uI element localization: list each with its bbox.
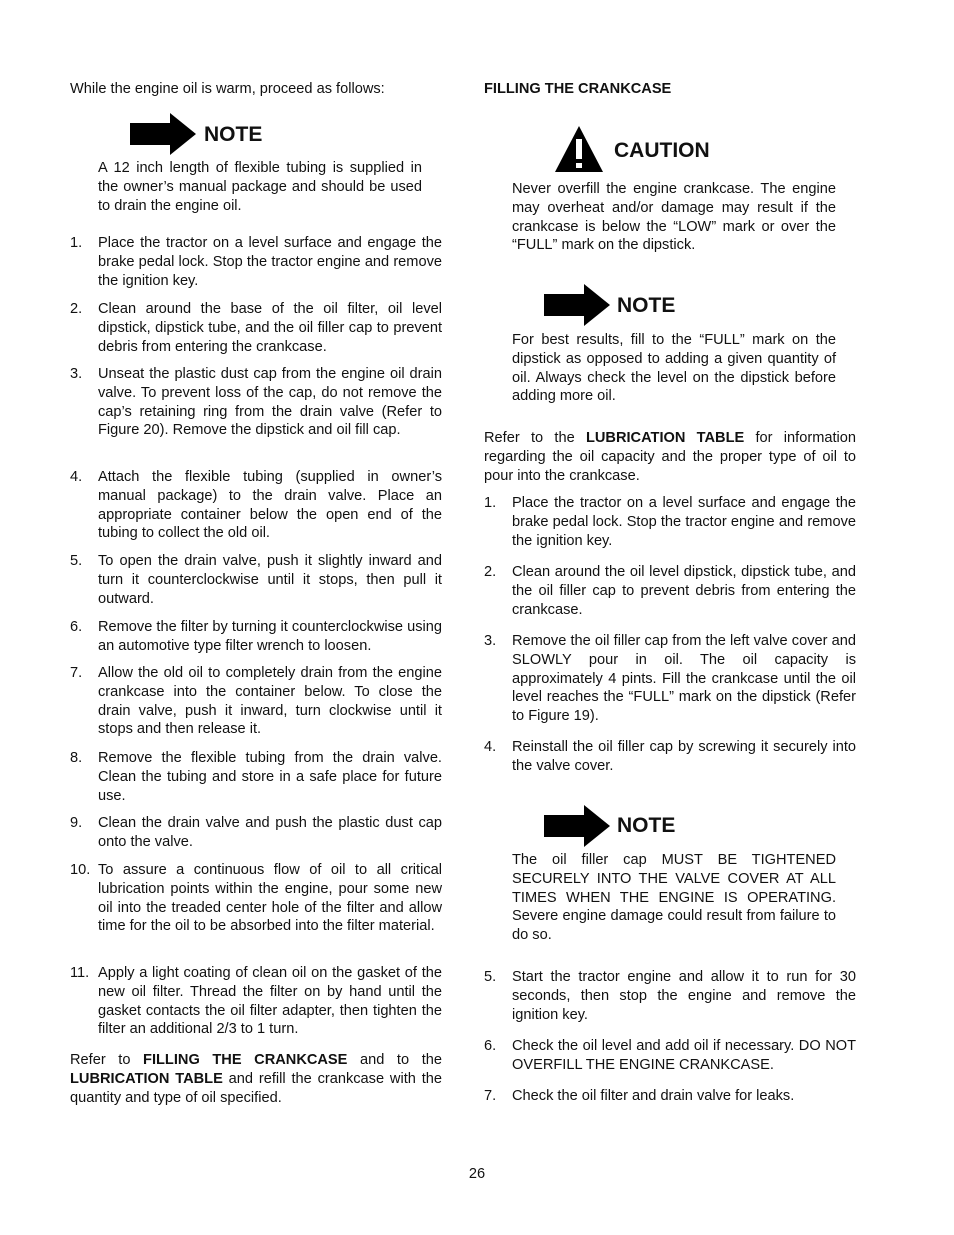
refer-bold-ref: LUBRICATION TABLE: [585, 430, 745, 446]
list-item: [70, 749, 442, 805]
item-text: To assure a continuous flow of oil to all critical lubrication points within the engine, pour some new oil into the treaded center hole of the filter and allow time for the oil to be absorbed into the filter material.: [98, 862, 442, 935]
item-text: Attach the flexible tubing (supplied in owner’s manual package) to the drain valve. Place an appropriate container below the open end of the tubing to collect the old oil.: [98, 469, 442, 542]
arrow-icon: [130, 113, 196, 155]
item-text: Place the tractor on a level surface and engage the brake pedal lock. Stop the tractor engine and remove the ignition key.: [98, 235, 442, 289]
item-number: 11.: [70, 965, 90, 981]
list-item: [484, 1037, 856, 1075]
list-item: [70, 664, 442, 739]
list-item: [70, 964, 442, 1039]
caution-title: CAUTION: [614, 139, 710, 162]
closing-bold-ref: FILLING THE CRANKCASE: [143, 1052, 348, 1068]
note-title: NOTE: [617, 814, 676, 837]
arrow-icon: [544, 805, 610, 847]
item-number: 5.: [484, 969, 497, 985]
item-number: 2.: [70, 301, 83, 317]
closing-text: Refer to: [70, 1052, 144, 1068]
item-number: 4.: [484, 739, 497, 755]
item-text: Start the tractor engine and allow it to run for 30 seconds, then stop the engine and remove the ignition key.: [512, 969, 856, 1023]
list-item: [70, 365, 442, 440]
list-item: [484, 738, 856, 776]
item-number: 7.: [484, 1088, 497, 1104]
item-text: Remove the filter by turning it counterclockwise using an automotive type filter wrench to loosen.: [98, 619, 442, 654]
item-number: 3.: [484, 633, 497, 649]
item-number: 8.: [70, 750, 83, 766]
closing-bold-ref: LUBRICATION TABLE: [70, 1070, 223, 1087]
note-body: The oil filler cap MUST BE TIGHTENED SECURELY INTO THE VALVE COVER AT ALL TIMES WHEN THE ENGINE IS OPERATING. Severe engine damage could result from failure to do so.: [512, 852, 836, 944]
list-item: [484, 494, 856, 550]
item-number: 10.: [70, 862, 91, 878]
list-item: [70, 814, 442, 852]
list-item: [70, 618, 442, 656]
item-text: Clean around the oil level dipstick, dipstick tube, and the oil filler cap to prevent debris from entering the crankcase.: [512, 564, 856, 618]
refer-text: for information regarding the oil capacity and the proper type of oil to pour into the crankcase.: [484, 430, 856, 484]
item-number: 3.: [70, 366, 83, 382]
item-text: Clean around the base of the oil filter, oil level dipstick, dipstick tube, and the oil filler cap to prevent debris from entering the crankcase.: [98, 301, 442, 355]
warning-icon: [554, 125, 604, 173]
item-text: Place the tractor on a level surface and engage the brake pedal lock. Stop the tractor engine and remove the ignition key.: [512, 495, 856, 549]
item-number: 6.: [484, 1038, 497, 1054]
refer-paragraph: [484, 429, 856, 485]
intro-text: While the engine oil is warm, proceed as follows:: [70, 81, 385, 97]
arrow-icon: [544, 284, 610, 326]
item-text: Allow the old oil to completely drain from the engine crankcase into the container below. To close the drain valve, push it inward, turn clockwise until it stops and then release it.: [98, 665, 442, 738]
item-text: Apply a light coating of clean oil on the gasket of the new oil filter. Thread the filter on by hand until the gasket contacts the oil filter adapter, then tighten the filter an additional 2/3 to 1 turn.: [98, 965, 442, 1038]
note-title: NOTE: [204, 123, 263, 146]
page-number: 26: [468, 1166, 486, 1182]
note-body: For best results, fill to the “FULL” mark on the dipstick as opposed to adding a given quantity of oil. Always check the level on the dipstick before adding more oil.: [512, 332, 836, 405]
list-item: [70, 552, 442, 608]
item-text: Remove the oil filler cap from the left valve cover and SLOWLY pour in oil. The oil capacity is approximately 4 pints. Fill the crankcase until the oil level reaches the “FULL” mark on the dipstick (Refer to Figure 19).: [512, 633, 856, 725]
item-number: 1.: [484, 495, 497, 511]
item-text: Unseat the plastic dust cap from the engine oil drain valve. To prevent loss of the cap, do not remove the cap’s retaining ring from the drain valve (Refer to Figure 20). Remove the dipstick and oil fill cap.: [98, 366, 442, 439]
item-number: 5.: [70, 553, 83, 569]
note-title: NOTE: [617, 294, 676, 317]
item-number: 2.: [484, 564, 497, 580]
caution-body: Never overfill the engine crankcase. The engine may overheat and/or damage may result if the crankcase is below the “LOW” mark or over the “FULL” mark on the dipstick.: [512, 181, 836, 254]
item-text: Check the oil level and add oil if necessary. DO NOT OVERFILL THE ENGINE CRANKCASE.: [512, 1038, 856, 1073]
item-number: 1.: [70, 235, 83, 251]
list-item: [70, 468, 442, 543]
item-text: Remove the flexible tubing from the drain valve. Clean the tubing and store in a safe place for future use.: [98, 750, 442, 804]
closing-paragraph: [70, 1051, 442, 1107]
list-item: [70, 234, 442, 290]
item-text: Check the oil filter and drain valve for leaks.: [512, 1088, 795, 1104]
item-text: To open the drain valve, push it slightly inward and turn it counterclockwise until it stops, then pull it outward.: [98, 553, 442, 607]
item-text: Reinstall the oil filler cap by screwing it securely into the valve cover.: [512, 739, 856, 774]
section-heading: FILLING THE CRANKCASE: [484, 81, 672, 97]
item-number: 4.: [70, 469, 83, 485]
item-number: 9.: [70, 815, 83, 831]
note-body: A 12 inch length of flexible tubing is supplied in the owner’s manual package and should be used to drain the engine oil.: [98, 160, 422, 214]
list-item: [70, 300, 442, 356]
list-item: [484, 632, 856, 726]
item-text: Clean the drain valve and push the plastic dust cap onto the valve.: [98, 815, 442, 850]
list-item: [484, 1087, 856, 1106]
refer-text: Refer to the: [484, 430, 586, 446]
item-number: 6.: [70, 619, 83, 635]
list-item: [484, 563, 856, 619]
item-number: 7.: [70, 665, 83, 681]
list-item: [70, 861, 442, 936]
closing-text: and refill the crankcase with the quantity and type of oil specified.: [70, 1070, 442, 1106]
closing-text: and to the: [347, 1052, 442, 1068]
list-item: [484, 968, 856, 1024]
